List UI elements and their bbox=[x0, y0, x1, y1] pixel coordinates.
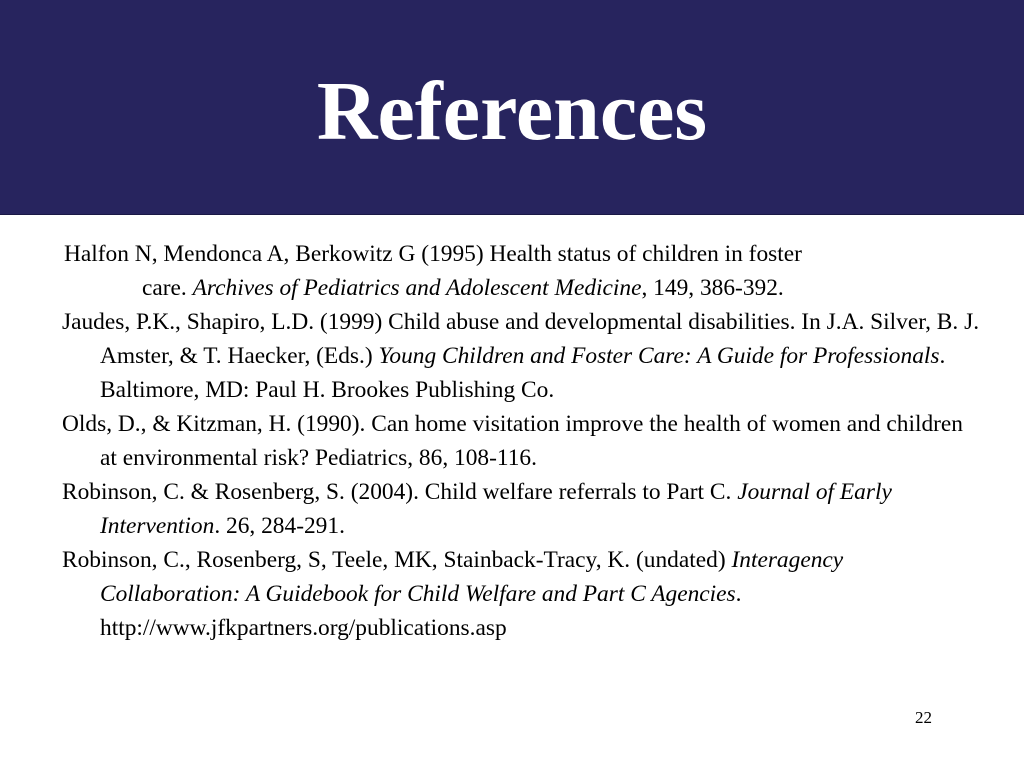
reference-text: Robinson, C., Rosenberg, S, Teele, MK, Stainback-Tracy, K. (undated) bbox=[62, 547, 732, 573]
reference-line: Halfon N, Mendonca A, Berkowitz G (1995) Health status of children in foster bbox=[64, 241, 802, 267]
reference-text: Jaudes, P.K., Shapiro, L.D. (1999) Child abuse and developmental disabilities. In J.A. Silver, B. J. Amster, & T. Haecker, (Eds.) bbox=[62, 309, 980, 369]
reference-source-title: Journal of Early Intervention bbox=[100, 479, 892, 539]
reference-source-title: Interagency Collaboration: A Guidebook for Child Welfare and Part C Agencies bbox=[100, 547, 844, 607]
reference-text: . http://www.jfkpartners.org/publications.asp bbox=[100, 581, 742, 641]
reference-item bbox=[62, 543, 982, 645]
reference-item bbox=[62, 475, 982, 543]
reference-item bbox=[62, 305, 982, 407]
reference-text: Olds, D., & Kitzman, H. (1990). Can home visitation improve the health of women and children at environmental risk? Pediatrics, 86, 108-116. bbox=[62, 411, 964, 471]
page-number: 22 bbox=[915, 708, 932, 727]
reference-text: . 26, 284-291. bbox=[214, 513, 345, 539]
reference-source-title: Archives of Pediatrics and Adolescent Medicine bbox=[192, 275, 642, 301]
reference-list bbox=[62, 237, 982, 645]
reference-line bbox=[64, 271, 984, 305]
slide-title: References bbox=[316, 65, 708, 158]
reference-text: , 149, 386-392. bbox=[641, 275, 784, 301]
title-banner bbox=[0, 0, 1024, 215]
reference-item bbox=[62, 407, 982, 475]
reference-text: Robinson, C. & Rosenberg, S. (2004). Child welfare referrals to Part C. bbox=[62, 479, 738, 505]
reference-source-title: Young Children and Foster Care: A Guide for Professionals bbox=[378, 343, 940, 369]
reference-item bbox=[64, 237, 984, 305]
reference-text: care. bbox=[142, 275, 193, 301]
reference-text: . Baltimore, MD: Paul H. Brookes Publishing Co. bbox=[100, 343, 946, 403]
